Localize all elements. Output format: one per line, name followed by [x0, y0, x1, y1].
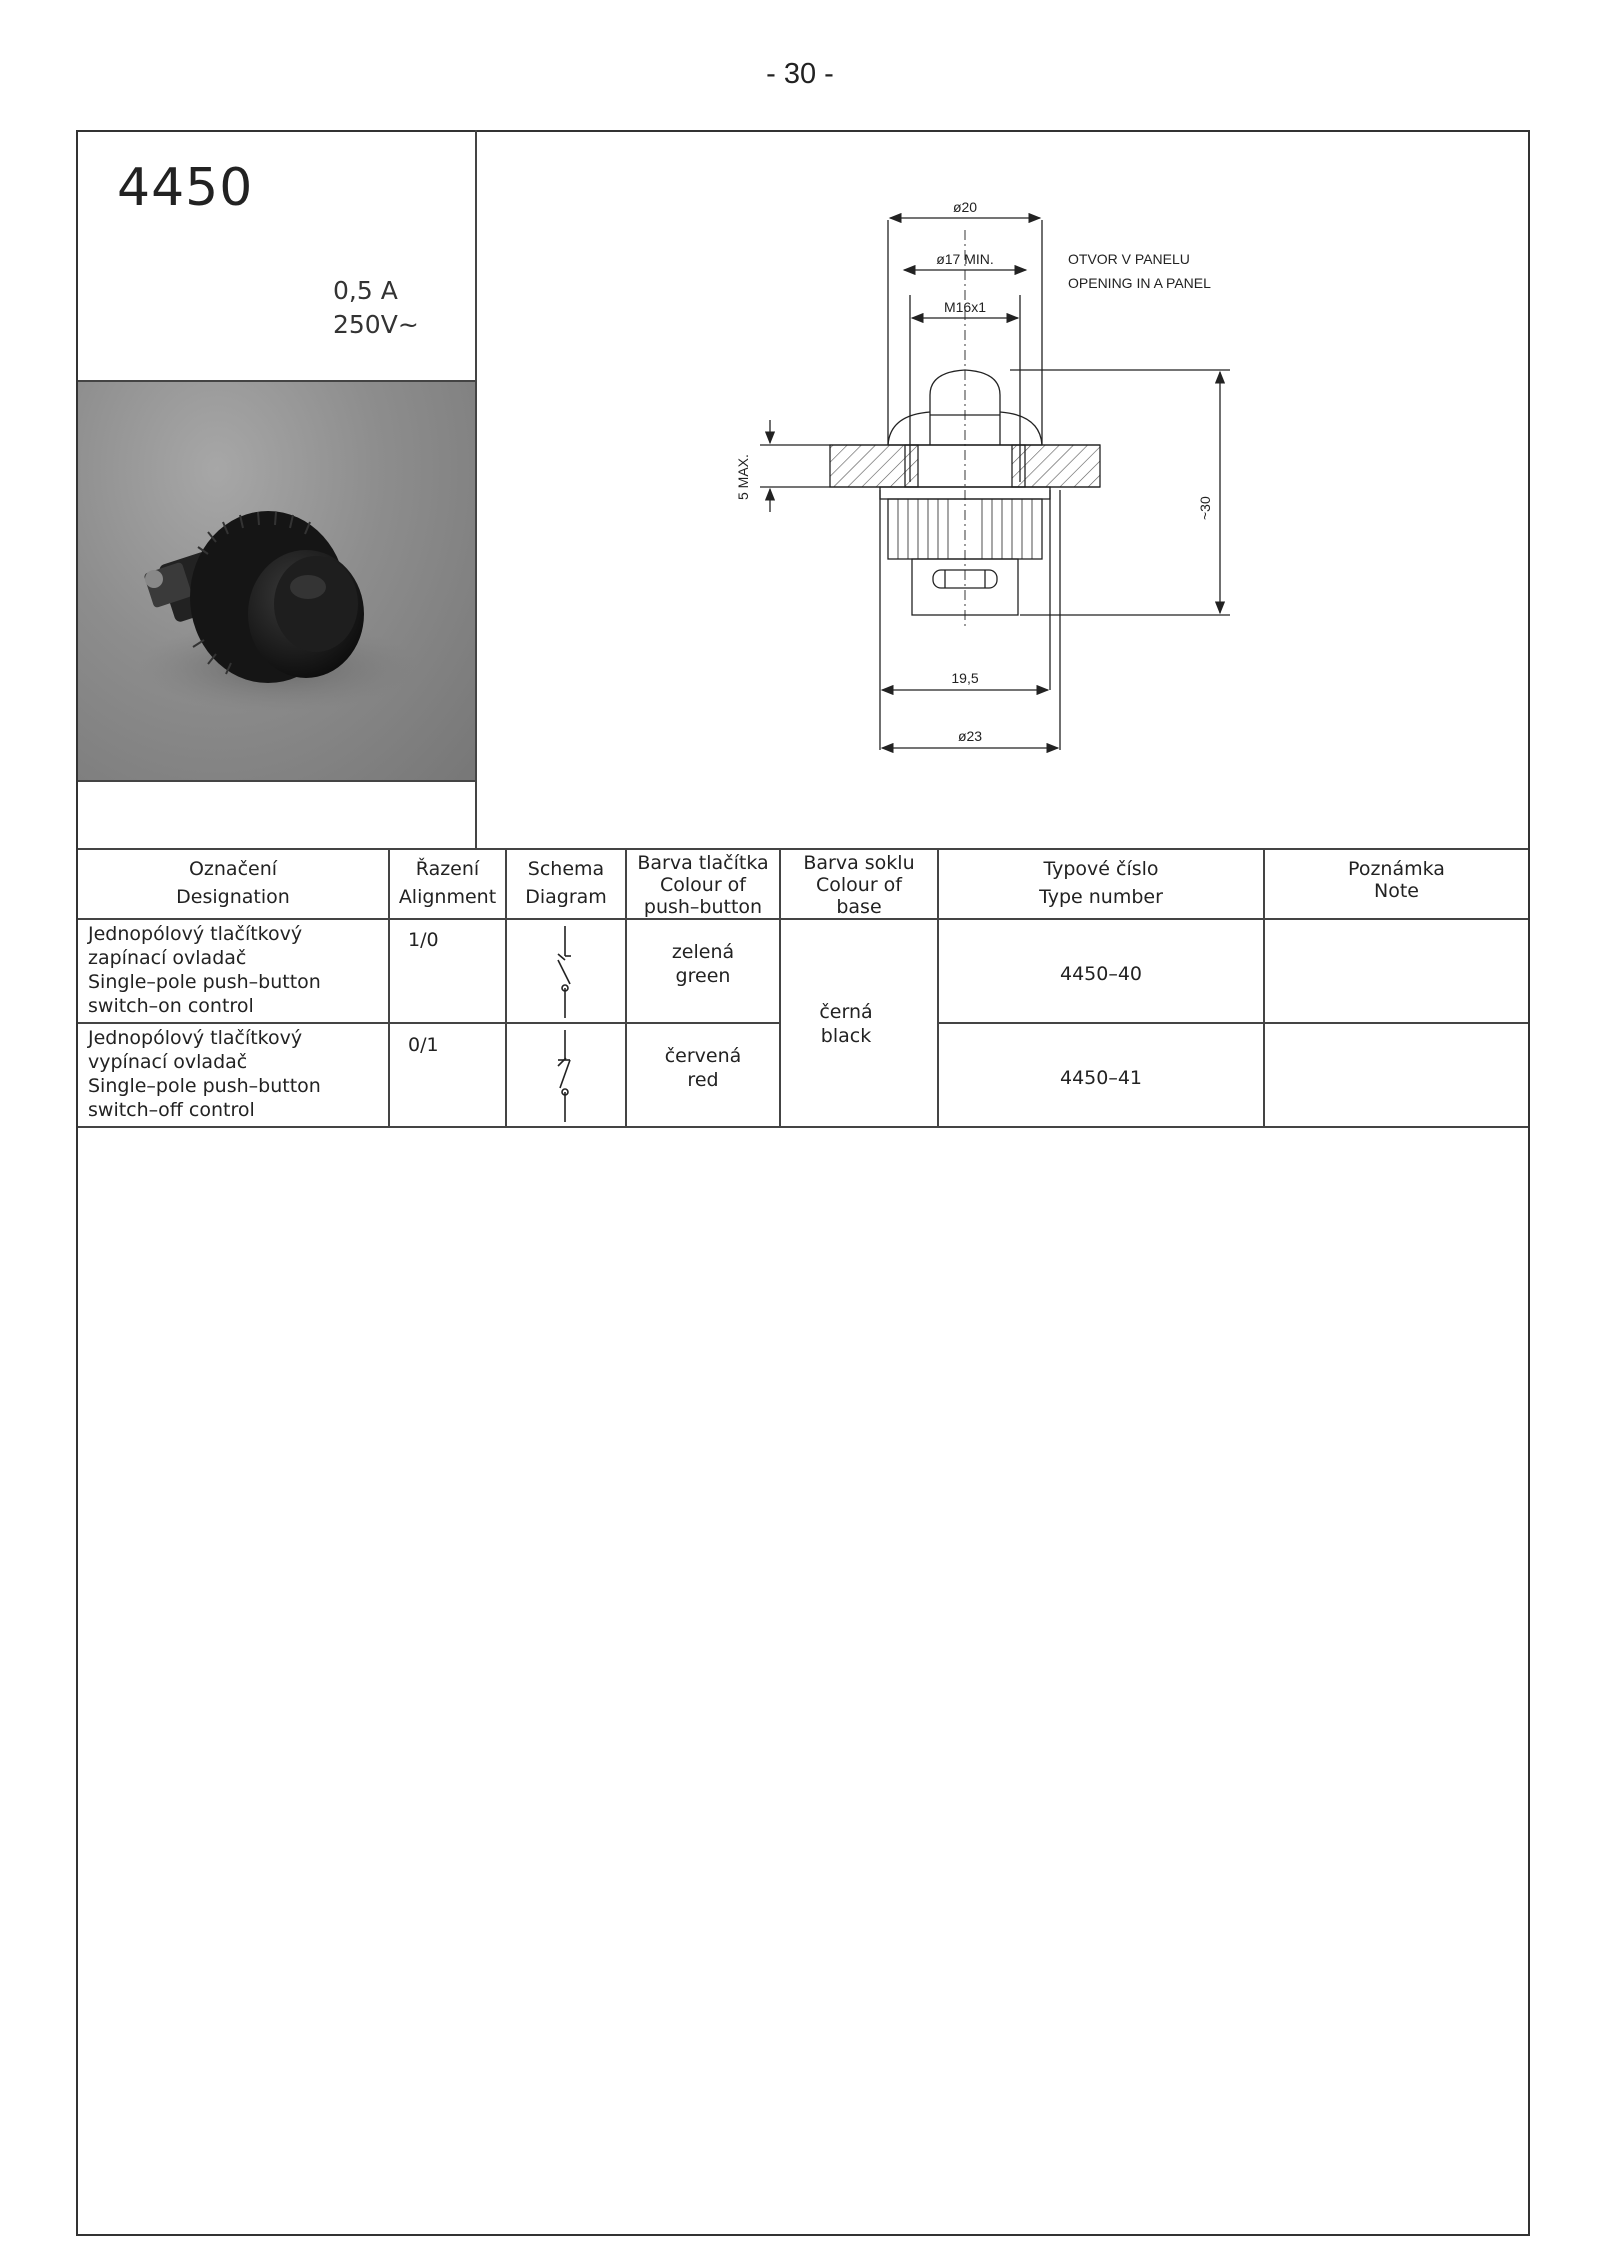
current-rating: 0,5 A [333, 276, 398, 305]
header-designation-en: Designation [176, 886, 290, 908]
dim-d23-label: ø23 [957, 728, 983, 744]
header-note-en: Note [1374, 880, 1419, 902]
row-divider-right [937, 1022, 1528, 1024]
header-button-colour [627, 852, 779, 918]
row1-button-colour [627, 940, 779, 988]
header-base-colour-en: Colour of [815, 874, 902, 896]
header-note-cz: Poznámka [1348, 858, 1445, 880]
dim-5max-label: 5 MAX. [735, 454, 751, 500]
row2-designation-line2: vypínací ovladač [88, 1051, 248, 1073]
header-alignment-cz: Řazení [415, 858, 480, 880]
header-note [1265, 858, 1528, 902]
row1-button-colour-cz: zelená [671, 941, 735, 963]
header-designation [78, 858, 388, 908]
row2-button-colour [627, 1044, 779, 1092]
base-colour-cz: černá [819, 1001, 873, 1023]
header-diagram-en: Diagram [525, 886, 607, 908]
row2-designation-line4: switch–off control [88, 1099, 255, 1121]
row1-designation-line3: Single–pole push–button [88, 971, 321, 993]
row2-designation-line1: Jednopólový tlačítkový [88, 1027, 303, 1049]
voltage-rating: 250V~ [333, 310, 419, 339]
page-number: - 30 - [766, 58, 834, 90]
table-header-rule [78, 918, 1528, 920]
row1-button-colour-en: green [675, 965, 731, 987]
row1-alignment: 1/0 [408, 929, 439, 951]
header-diagram-cz: Schema [527, 858, 605, 880]
table-bottom-rule [78, 1126, 1528, 1128]
header-designation-cz: Označení [188, 858, 278, 880]
dim-d17-label: ø17 MIN. [936, 251, 994, 267]
header-type-number [939, 858, 1263, 908]
panel-hole-cz-label: OTVOR V PANELU [1068, 251, 1190, 267]
header-base-colour-cz: Barva soklu [803, 852, 915, 874]
row2-switch-off-symbol [540, 1030, 590, 1126]
row2-designation-line3: Single–pole push–button [88, 1075, 321, 1097]
row1-designation-line4: switch–on control [88, 995, 254, 1017]
row2-type-number: 4450–41 [1059, 1067, 1143, 1089]
row1-type-number: 4450–40 [1059, 963, 1143, 985]
header-base-colour-en-2: base [836, 896, 882, 918]
base-colour-en: black [820, 1025, 872, 1047]
dim-d20-label: ø20 [952, 199, 978, 215]
row2-designation [88, 1026, 321, 1122]
row2-button-colour-cz: červená [664, 1045, 742, 1067]
header-type-number-en: Type number [1039, 886, 1163, 908]
header-button-colour-cz: Barva tlačítka [637, 852, 769, 874]
product-photo [78, 382, 475, 780]
row1-switch-on-symbol [540, 926, 590, 1022]
model-number: 4450 [117, 158, 254, 218]
header-alignment [390, 858, 505, 908]
header-diagram [507, 858, 625, 908]
row-divider-left [78, 1022, 779, 1024]
dimension-drawing [720, 190, 1280, 774]
header-alignment-en: Alignment [398, 886, 497, 908]
photo-bottom-rule [78, 780, 475, 782]
row2-alignment: 0/1 [408, 1034, 439, 1056]
dim-30-label: ~30 [1197, 496, 1213, 520]
panel-hole-en-label: OPENING IN A PANEL [1068, 275, 1211, 291]
row1-designation-line1: Jednopólový tlačítkový [88, 923, 303, 945]
header-divider [475, 130, 477, 848]
dim-m16-label: M16x1 [943, 299, 987, 315]
base-colour-value [781, 1000, 911, 1048]
dim-195-label: 19,5 [951, 670, 979, 686]
row2-button-colour-en: red [687, 1069, 719, 1091]
header-button-colour-en-2: push–button [643, 896, 763, 918]
header-base-colour [781, 852, 937, 918]
header-type-number-cz: Typové číslo [1043, 858, 1159, 880]
row1-designation-line2: zapínací ovladač [88, 947, 247, 969]
table-top-rule [78, 848, 1528, 850]
row1-designation [88, 922, 321, 1018]
header-button-colour-en: Colour of [659, 874, 746, 896]
